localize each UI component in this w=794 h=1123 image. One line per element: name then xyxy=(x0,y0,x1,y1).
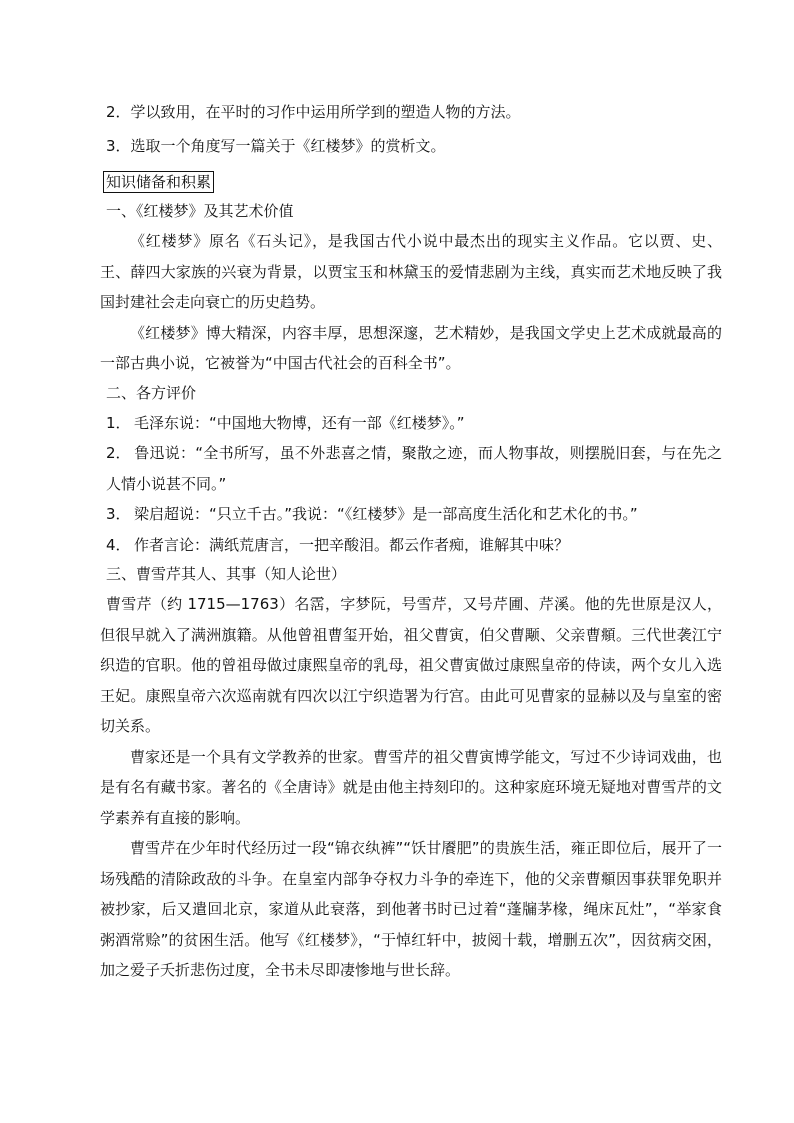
heading-author: 三、曹雪芹其人、其事（知人论世） xyxy=(106,565,347,583)
review-number: 2． xyxy=(106,444,131,462)
goal-item-2: 2．学以致用，在平时的习作中运用所学到的塑造人物的方法。 xyxy=(106,103,521,121)
review-text: 毛泽东说：“中国地大物博，还有一部《红楼梦》。” xyxy=(134,413,465,432)
review-item xyxy=(100,499,722,530)
review-text: 鲁迅说：“全书所写，虽不外悲喜之情，聚散之迹，而人物事故，则摆脱旧套，与在先之人情小说甚不同。” xyxy=(106,444,722,493)
paragraph-literary-family: 曹家还是一个具有文学教养的世家。曹雪芹的祖父曹寅博学能文，写过不少诗词戏曲，也是有名有藏书家。著名的《全唐诗》就是由他主持刻印的。这种家庭环境无疑地对曹雪芹的文学素养有直接的影响。 xyxy=(100,747,722,827)
section-box-wrapper xyxy=(100,165,722,197)
paragraph-author-bio: 曹雪芹（约 1715—1763）名霑，字梦阮，号雪芹，又号芹圃、芹溪。他的先世原是汉人，但很早就入了满洲旗籍。从他曾祖曹玺开始，祖父曹寅，伯父曹颙、父亲曹頫。三代世袭江宁织造的官职。他的曾祖母做过康熙皇帝的乳母，祖父曹寅做过康熙皇帝的侍读，两个女儿入选王妃。康熙皇帝六次巡南就有四次以江宁织造署为行宫。由此可见曹家的显赫以及与皇室的密切关系。 xyxy=(100,595,722,735)
heading-art-value: 一、《红楼梦》及其艺术价值 xyxy=(106,202,294,220)
review-item xyxy=(100,438,722,499)
review-text: 梁启超说：“只立千古。”我说：“《红楼梦》是一部高度生活化和艺术化的书。” xyxy=(134,505,638,523)
review-text: 作者言论：满纸荒唐言，一把辛酸泪。都云作者痴，谁解其中味？ xyxy=(134,535,570,554)
paragraph-family-decline: 曹雪芹在少年时代经历过一段“锦衣纨裤”“饫甘餍肥”的贵族生活，雍正即位后，展开了一场残酷的清除政敌的斗争。在皇室内部争夺权力斗争的牵连下，他的父亲曹頫因事获罪免职并被抄家，后又遣回北京，家道从此衰落，到他著书时已过着“蓬牖茅椽，绳床瓦灶”，“举家食粥酒常赊”的贫困生活。他写《红楼梦》，“于悼红轩中，披阅十载，增删五次”，因贫病交困，加之爱子夭折悲伤过度，全书未尽即凄惨地与世长辞。 xyxy=(100,839,722,979)
section-box-title: 知识储备和积累 xyxy=(103,171,214,193)
goal-item-3: 3．选取一个角度写一篇关于《红楼梦》的赏析文。 xyxy=(106,137,446,155)
paragraph-intro: 《红楼梦》原名《石头记》，是我国古代小说中最杰出的现实主义作品。它以贾、史、王、薛四大家族的兴衰为背景，以贾宝玉和林黛玉的爱情悲剧为主线，真实而艺术地反映了我国封建社会走向衰亡的历史趋势。 xyxy=(100,232,722,311)
paragraph-encyclopedia: 《红楼梦》博大精深，内容丰厚，思想深邃，艺术精妙，是我国文学史上艺术成就最高的一部古典小说，它被誉为“中国古代社会的百科全书”。 xyxy=(100,323,722,372)
document-content xyxy=(100,98,722,986)
review-number: 1． xyxy=(106,413,131,432)
review-item xyxy=(100,408,722,439)
review-item xyxy=(100,530,722,561)
review-number: 4． xyxy=(106,535,131,554)
heading-reviews: 二、各方评价 xyxy=(106,383,197,402)
review-number: 3． xyxy=(106,505,131,523)
